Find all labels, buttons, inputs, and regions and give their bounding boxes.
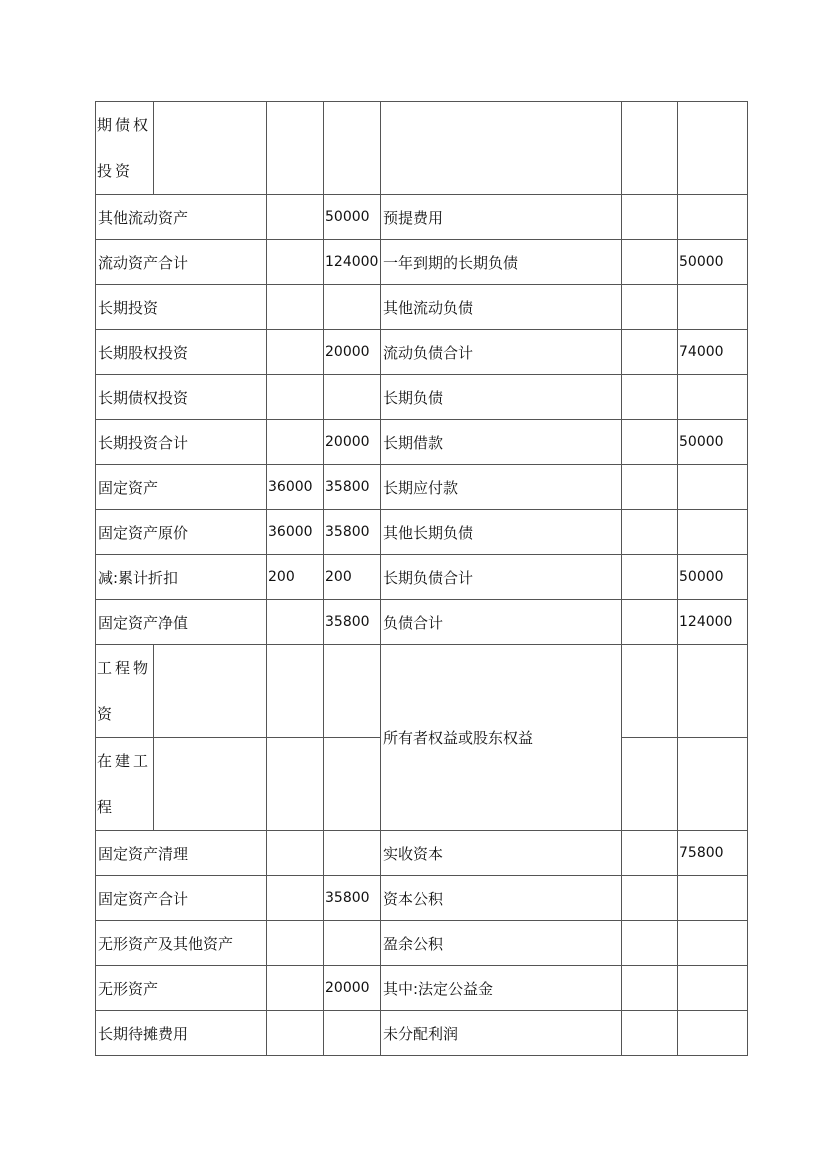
liability-label: 盈余公积	[381, 921, 622, 966]
liability-label: 未分配利润	[381, 1011, 622, 1056]
equity-section-header: 所有者权益或股东权益	[381, 645, 622, 831]
table-row	[96, 285, 748, 330]
asset-label: 工程物资	[96, 645, 154, 738]
asset-value-end	[324, 375, 381, 420]
balance-sheet-table	[95, 101, 748, 1056]
asset-value-begin	[267, 240, 324, 285]
liability-label: 其中:法定公益金	[381, 966, 622, 1011]
liability-label: 长期负债	[381, 375, 622, 420]
liability-value-begin	[622, 420, 678, 465]
liability-value-end	[678, 876, 748, 921]
asset-value-begin	[267, 600, 324, 645]
table-row	[96, 966, 748, 1011]
table-row	[96, 555, 748, 600]
asset-label: 长期债权投资	[96, 375, 267, 420]
liability-value-begin	[622, 240, 678, 285]
row-label: 期债权投资	[96, 102, 154, 195]
table-row	[96, 330, 748, 375]
asset-value-end: 200	[324, 555, 381, 600]
liability-label: 其他流动负债	[381, 285, 622, 330]
asset-value-end: 35800	[324, 465, 381, 510]
asset-value-begin	[267, 738, 324, 831]
table-row	[96, 876, 748, 921]
table-row	[96, 1011, 748, 1056]
asset-label: 固定资产净值	[96, 600, 267, 645]
liability-value-begin	[622, 645, 678, 738]
asset-label: 长期投资	[96, 285, 267, 330]
table-row	[96, 420, 748, 465]
asset-label: 流动资产合计	[96, 240, 267, 285]
empty-cell	[267, 102, 324, 195]
asset-value-begin: 36000	[267, 510, 324, 555]
liability-label: 一年到期的长期负债	[381, 240, 622, 285]
liability-label: 实收资本	[381, 831, 622, 876]
asset-label: 固定资产清理	[96, 831, 267, 876]
asset-value-end	[324, 1011, 381, 1056]
empty-cell	[678, 102, 748, 195]
liability-value-end	[678, 195, 748, 240]
liability-value-begin	[622, 330, 678, 375]
table-row	[96, 921, 748, 966]
asset-value-begin	[267, 420, 324, 465]
asset-value-end	[324, 921, 381, 966]
asset-value-end: 124000	[324, 240, 381, 285]
asset-label: 长期待摊费用	[96, 1011, 267, 1056]
asset-value-begin	[267, 921, 324, 966]
liability-value-begin	[622, 876, 678, 921]
liability-value-end: 50000	[678, 555, 748, 600]
asset-value-begin	[267, 330, 324, 375]
asset-value-end	[324, 285, 381, 330]
asset-value-begin: 36000	[267, 465, 324, 510]
liability-value-begin	[622, 510, 678, 555]
asset-value-begin	[267, 195, 324, 240]
asset-label: 在建工程	[96, 738, 154, 831]
asset-label: 无形资产及其他资产	[96, 921, 267, 966]
liability-value-end	[678, 465, 748, 510]
asset-value-end	[324, 645, 381, 738]
asset-value-end: 35800	[324, 600, 381, 645]
liability-value-end: 50000	[678, 420, 748, 465]
liability-value-end	[678, 966, 748, 1011]
table-row	[96, 600, 748, 645]
liability-value-begin	[622, 738, 678, 831]
table-row	[96, 645, 748, 738]
liability-value-begin	[622, 831, 678, 876]
liability-value-end: 75800	[678, 831, 748, 876]
asset-value-begin	[267, 285, 324, 330]
liability-value-end	[678, 285, 748, 330]
liability-value-end	[678, 1011, 748, 1056]
liability-value-begin	[622, 921, 678, 966]
asset-value-end: 20000	[324, 966, 381, 1011]
liability-label: 负债合计	[381, 600, 622, 645]
asset-label: 固定资产原价	[96, 510, 267, 555]
asset-label: 长期投资合计	[96, 420, 267, 465]
liability-value-begin	[622, 600, 678, 645]
liability-label: 资本公积	[381, 876, 622, 921]
liability-value-begin	[622, 285, 678, 330]
empty-cell	[154, 102, 267, 195]
liability-value-end: 124000	[678, 600, 748, 645]
liability-value-end	[678, 738, 748, 831]
empty-cell	[622, 102, 678, 195]
asset-label: 固定资产合计	[96, 876, 267, 921]
table-row	[96, 465, 748, 510]
asset-value-end: 20000	[324, 330, 381, 375]
liability-label: 长期应付款	[381, 465, 622, 510]
asset-value-begin	[267, 645, 324, 738]
empty-cell	[381, 102, 622, 195]
liability-value-end	[678, 645, 748, 738]
liability-value-end: 50000	[678, 240, 748, 285]
liability-value-end	[678, 375, 748, 420]
table-row	[96, 240, 748, 285]
empty-cell	[154, 738, 267, 831]
asset-value-end: 35800	[324, 876, 381, 921]
empty-cell	[154, 645, 267, 738]
liability-label: 流动负债合计	[381, 330, 622, 375]
liability-value-begin	[622, 555, 678, 600]
asset-value-end	[324, 738, 381, 831]
liability-label: 预提费用	[381, 195, 622, 240]
liability-value-begin	[622, 966, 678, 1011]
liability-value-end	[678, 510, 748, 555]
asset-label: 其他流动资产	[96, 195, 267, 240]
asset-value-end: 35800	[324, 510, 381, 555]
asset-label: 长期股权投资	[96, 330, 267, 375]
asset-value-end: 50000	[324, 195, 381, 240]
table-row	[96, 831, 748, 876]
liability-value-begin	[622, 1011, 678, 1056]
liability-value-end: 74000	[678, 330, 748, 375]
liability-value-begin	[622, 375, 678, 420]
empty-cell	[324, 102, 381, 195]
liability-value-end	[678, 921, 748, 966]
liability-value-begin	[622, 195, 678, 240]
liability-label: 其他长期负债	[381, 510, 622, 555]
table-row	[96, 375, 748, 420]
asset-value-begin	[267, 831, 324, 876]
asset-value-end: 20000	[324, 420, 381, 465]
asset-value-begin	[267, 375, 324, 420]
asset-label: 减:累计折扣	[96, 555, 267, 600]
asset-value-begin: 200	[267, 555, 324, 600]
liability-label: 长期负债合计	[381, 555, 622, 600]
asset-value-begin	[267, 876, 324, 921]
table-row	[96, 102, 748, 195]
liability-value-begin	[622, 465, 678, 510]
asset-value-end	[324, 831, 381, 876]
asset-value-begin	[267, 966, 324, 1011]
table-row	[96, 510, 748, 555]
asset-label: 固定资产	[96, 465, 267, 510]
liability-label: 长期借款	[381, 420, 622, 465]
asset-value-begin	[267, 1011, 324, 1056]
table-row	[96, 195, 748, 240]
asset-label: 无形资产	[96, 966, 267, 1011]
